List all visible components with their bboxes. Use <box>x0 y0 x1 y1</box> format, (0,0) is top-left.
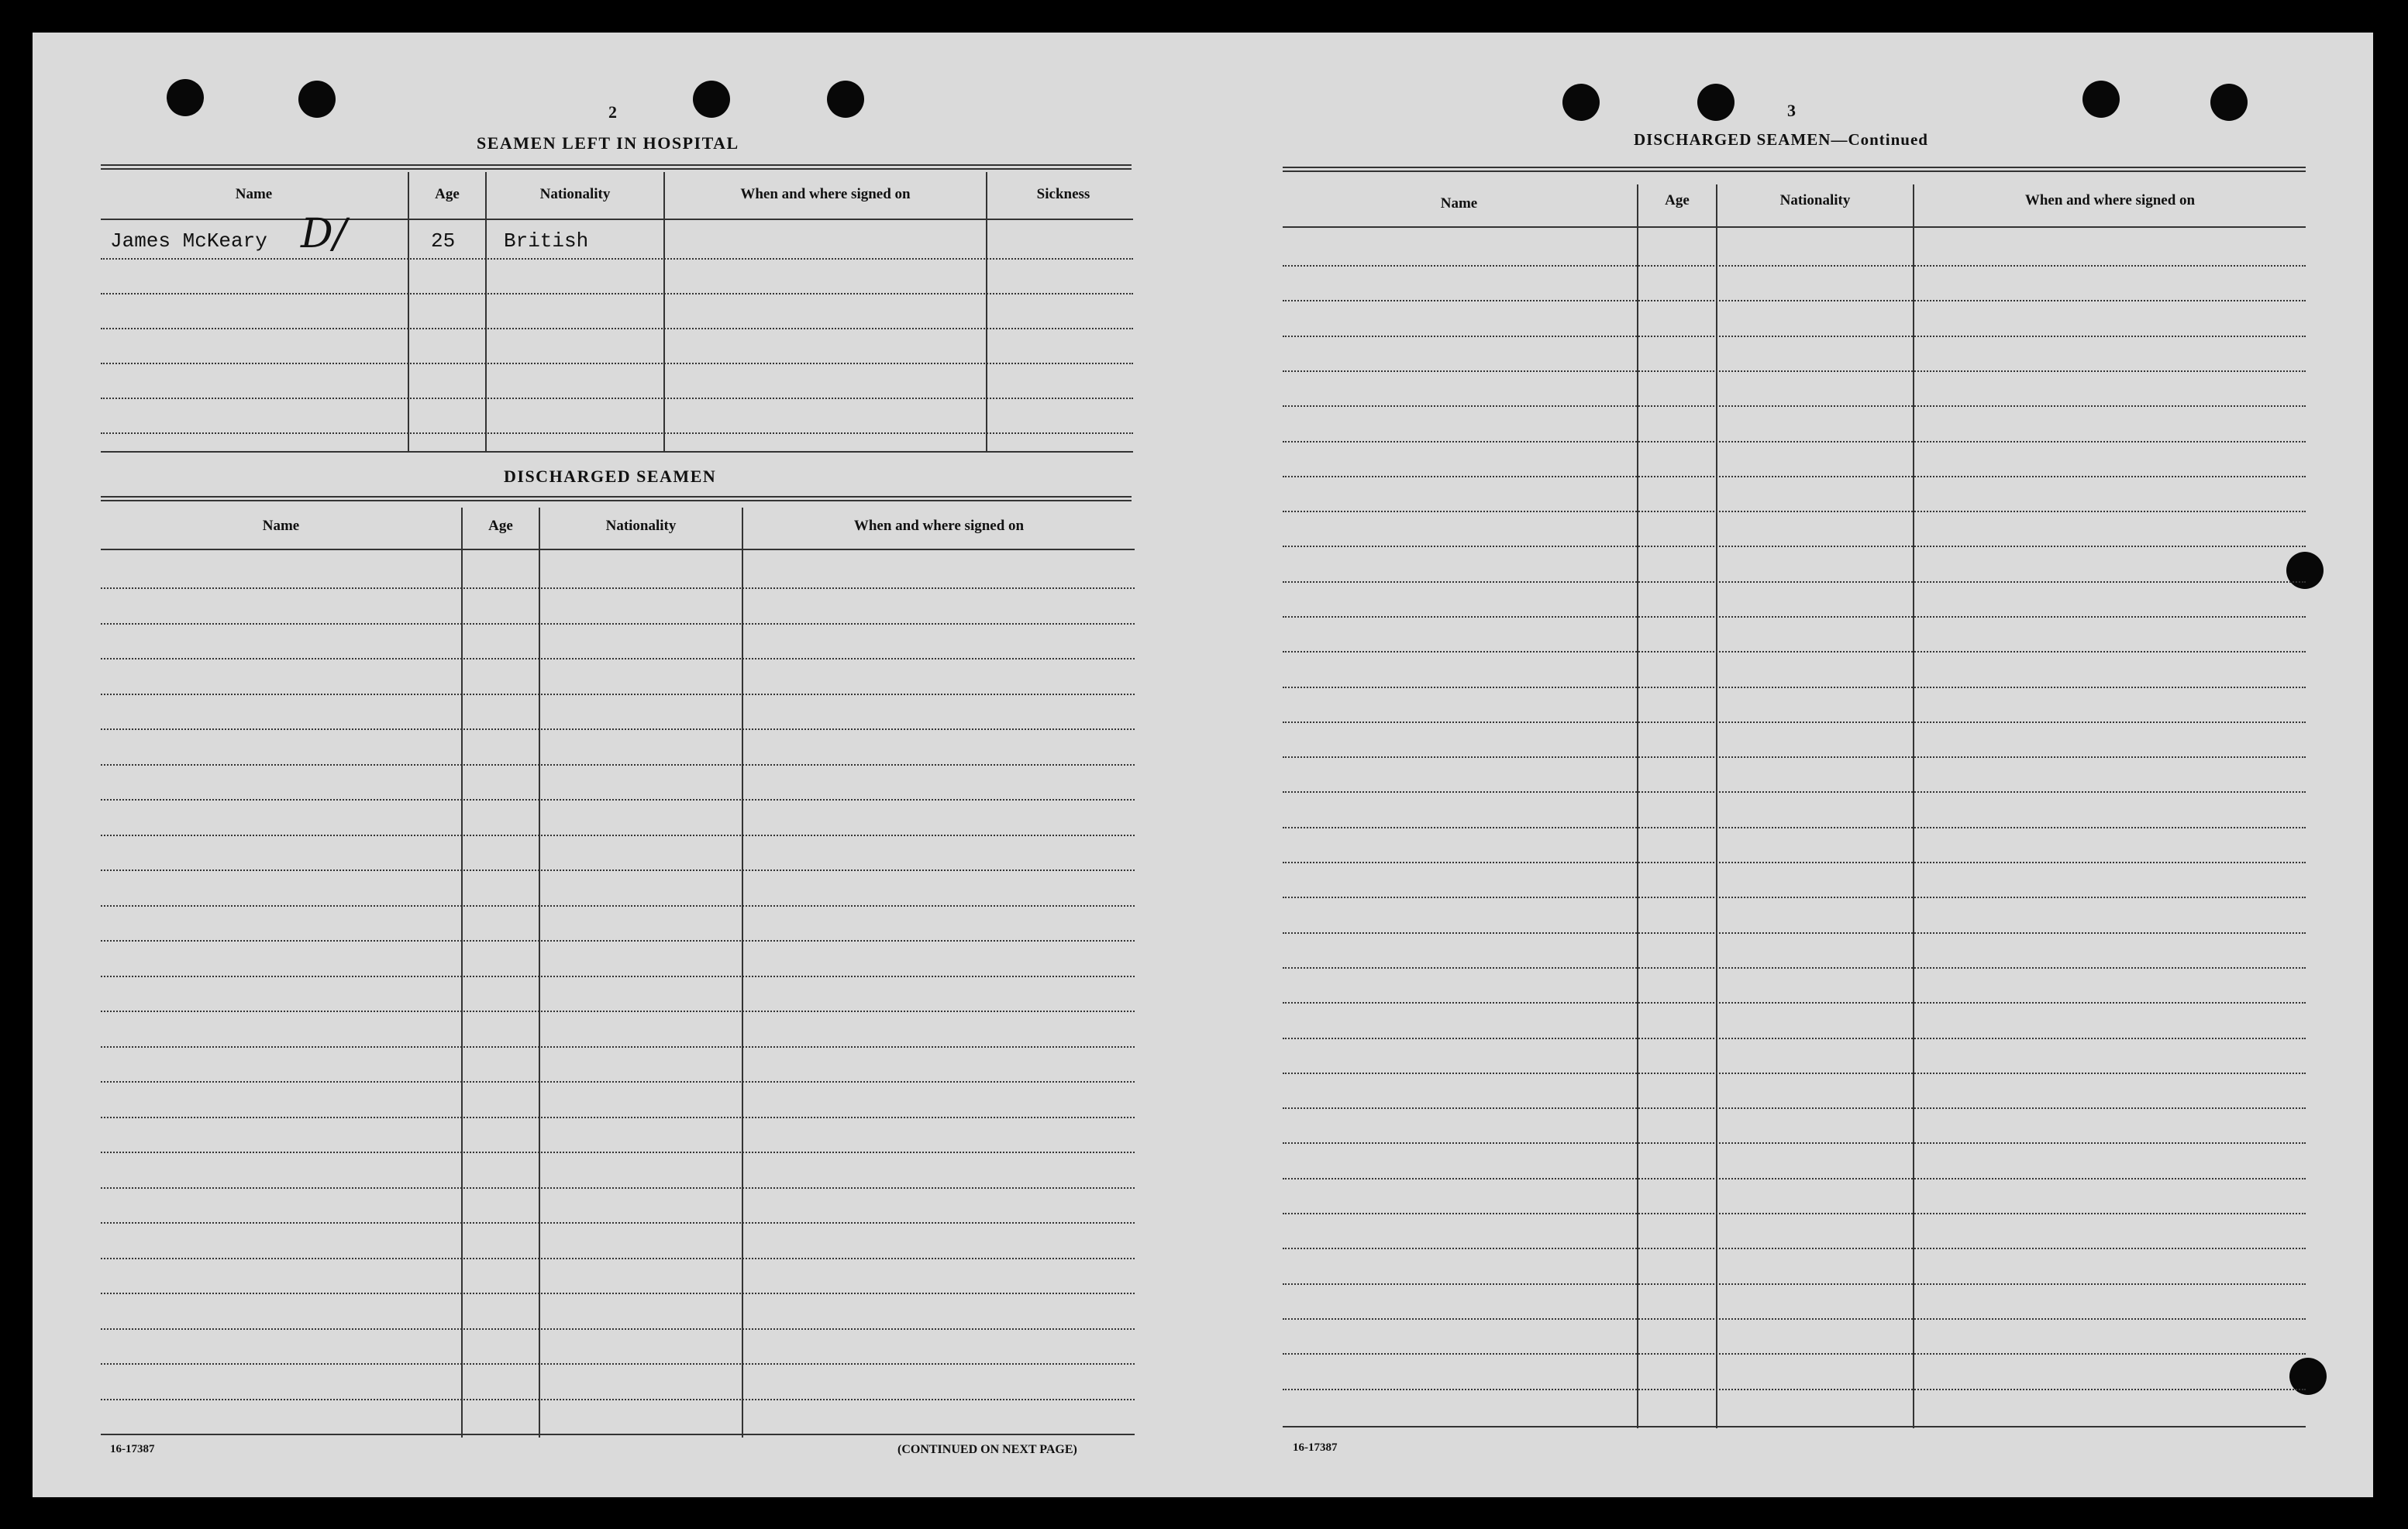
hospital-row-age: 25 <box>431 229 456 253</box>
column-header-name: Name <box>235 186 273 202</box>
ruled-line <box>101 1222 1135 1224</box>
ruled-line <box>101 905 1135 907</box>
ruled-line <box>101 1434 1135 1435</box>
ruled-line <box>1283 476 2306 477</box>
column-header-name: Name <box>1440 195 1478 212</box>
column-header-age: Age <box>488 518 513 534</box>
double-rule <box>101 496 1132 501</box>
hospital-row-nationality: British <box>504 229 589 253</box>
ruled-line <box>1283 1248 2306 1249</box>
ruled-line <box>101 1152 1135 1153</box>
ruled-line <box>1283 1353 2306 1355</box>
punch-hole <box>2286 552 2324 589</box>
ruled-line <box>101 1081 1135 1083</box>
ruled-line <box>1283 1073 2306 1074</box>
ruled-line <box>1283 1283 2306 1285</box>
discharged-continued-title: DISCHARGED SEAMEN—Continued <box>1634 130 1928 149</box>
ruled-line <box>1283 932 2306 934</box>
ruled-line <box>1283 405 2306 407</box>
ruled-line <box>1283 687 2306 688</box>
ruled-line <box>101 1258 1135 1259</box>
ruled-line <box>1283 370 2306 372</box>
ruled-line <box>1283 265 2306 267</box>
ruled-line <box>101 1117 1135 1118</box>
ruled-line <box>101 835 1135 836</box>
ruled-line <box>101 728 1135 730</box>
ruled-line <box>1283 1426 2306 1427</box>
ruled-line <box>101 799 1135 801</box>
ruled-line <box>1283 546 2306 547</box>
ruled-line <box>101 1293 1135 1294</box>
ruled-line <box>101 1011 1135 1012</box>
punch-hole <box>1562 84 1600 121</box>
ruled-line <box>101 940 1135 942</box>
punch-hole <box>1697 84 1735 121</box>
page-number-left: 2 <box>608 102 617 122</box>
ruled-line <box>101 658 1135 659</box>
ruled-line <box>1283 651 2306 653</box>
ruled-line <box>1283 967 2306 969</box>
ruled-line <box>1283 1389 2306 1390</box>
ruled-line <box>1283 300 2306 301</box>
double-rule <box>101 164 1132 170</box>
form-number-left: 16-17387 <box>110 1443 155 1455</box>
ruled-line <box>1283 616 2306 618</box>
handwritten-mark: D/ <box>301 211 347 257</box>
column-header-sickness: Sickness <box>1036 186 1090 202</box>
form-number-right: 16-17387 <box>1293 1441 1338 1454</box>
ruled-line <box>1283 441 2306 443</box>
hospital-section-title: SEAMEN LEFT IN HOSPITAL <box>477 133 739 153</box>
ruled-line <box>1283 1178 2306 1179</box>
column-header-when-where: When and where signed on <box>740 186 911 202</box>
ruled-line <box>1283 756 2306 758</box>
ruled-line <box>1283 581 2306 583</box>
ruled-line <box>1283 1318 2306 1320</box>
column-header-when-where: When and where signed on <box>2024 192 2196 208</box>
ruled-line <box>1283 897 2306 898</box>
double-rule <box>1283 167 2306 172</box>
punch-hole <box>298 81 336 118</box>
ruled-line <box>1283 721 2306 723</box>
column-header-when-where: When and where signed on <box>853 518 1025 534</box>
page-number-right: 3 <box>1787 101 1796 120</box>
hospital-row-name: James McKeary <box>110 229 267 253</box>
ruled-line <box>1283 511 2306 512</box>
ruled-line <box>101 1399 1135 1400</box>
ruled-line <box>101 587 1135 589</box>
ruled-line <box>101 764 1135 766</box>
ruled-line <box>101 1046 1135 1048</box>
ruled-line <box>1283 1213 2306 1214</box>
column-header-name: Name <box>262 518 300 534</box>
ruled-line <box>1283 1038 2306 1039</box>
column-header-age: Age <box>435 186 460 202</box>
ruled-line <box>1283 827 2306 828</box>
punch-hole <box>2210 84 2248 121</box>
ruled-line <box>101 694 1135 695</box>
punch-hole <box>827 81 864 118</box>
discharged-section-title: DISCHARGED SEAMEN <box>504 467 717 486</box>
ruled-line <box>101 1187 1135 1189</box>
ruled-line <box>1283 862 2306 863</box>
ruled-line <box>1283 1002 2306 1004</box>
ruled-line <box>1283 226 2306 228</box>
column-header-age: Age <box>1665 192 1690 208</box>
ruled-line <box>101 1328 1135 1330</box>
ruled-line <box>101 623 1135 625</box>
column-header-nationality: Nationality <box>539 186 611 202</box>
column-header-nationality: Nationality <box>1779 192 1851 208</box>
ruled-line <box>1283 791 2306 793</box>
column-header-nationality: Nationality <box>605 518 677 534</box>
punch-hole <box>693 81 730 118</box>
ruled-line <box>101 549 1135 550</box>
continued-note: (CONTINUED ON NEXT PAGE) <box>897 1443 1077 1456</box>
punch-hole <box>167 79 204 116</box>
ruled-line <box>1283 1107 2306 1109</box>
ruled-line <box>101 1363 1135 1365</box>
ruled-line <box>101 870 1135 871</box>
ruled-line <box>1283 336 2306 337</box>
ruled-line <box>1283 1142 2306 1144</box>
punch-hole <box>2082 81 2120 118</box>
ruled-line <box>101 976 1135 977</box>
